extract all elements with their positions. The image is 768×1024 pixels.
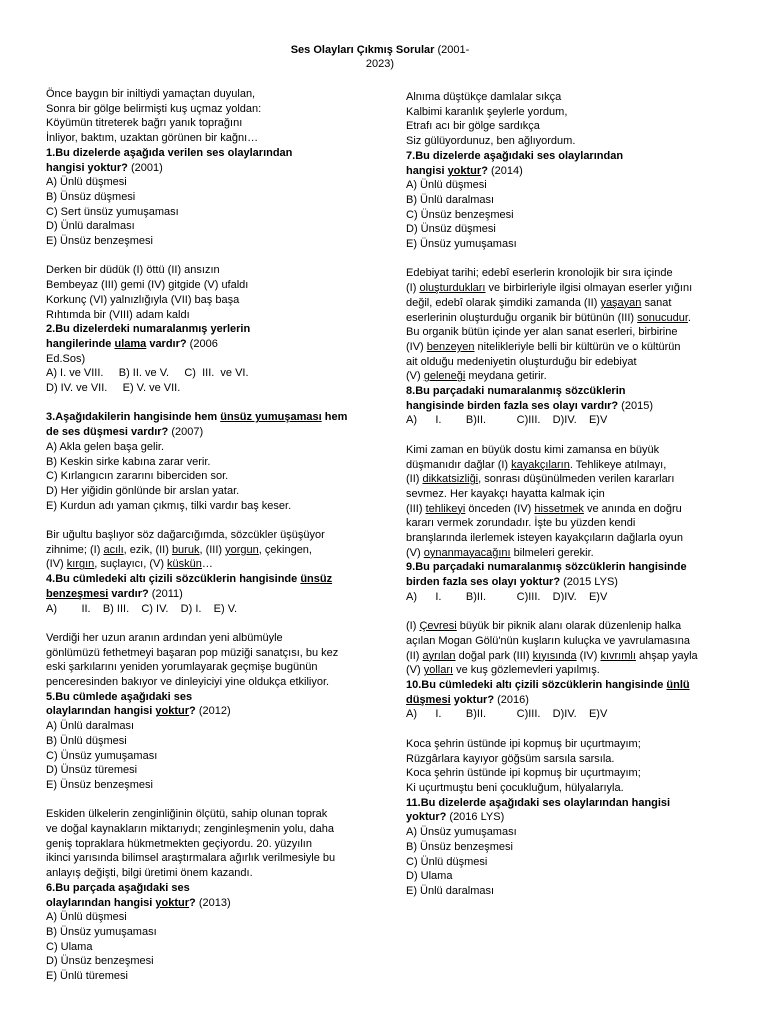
question-number: 2. <box>46 323 56 336</box>
stem-text: olaylarından hangisi <box>46 896 156 909</box>
question-year: (2015 LYS) <box>560 576 618 589</box>
question-stem <box>406 575 730 590</box>
passage-line: kararı vermek zorundadır. İşte bu yüzden kendi <box>406 517 636 530</box>
options-row[interactable]: A) I. B)II. C)III. D)IV. E)V <box>406 708 608 721</box>
underlined-word: buruk <box>171 543 200 556</box>
question-stem <box>46 896 366 911</box>
question-stem <box>46 587 366 602</box>
question-11 <box>406 737 730 899</box>
question-year: (2012) <box>195 705 231 718</box>
question-stem <box>46 161 366 176</box>
underlined-term: yoktur <box>447 164 482 177</box>
option-c[interactable]: C) Sert ünsüz yumuşaması <box>46 205 179 218</box>
option-a[interactable]: A) Ünlü düşmesi <box>406 179 487 192</box>
question-stem <box>46 704 366 719</box>
question-3 <box>46 410 366 513</box>
option-c[interactable]: C) Ünlü düşmesi <box>406 855 488 868</box>
option-e[interactable]: E) Ünsüz benzeşmesi <box>46 778 153 791</box>
question-10 <box>406 619 730 722</box>
passage-line: Koca şehrin üstünde ipi kopmuş bir uçurtmayım; <box>406 737 641 750</box>
question-9 <box>406 443 730 605</box>
question-number: 10. <box>406 679 422 692</box>
stem-text: hangisi yoktur? <box>46 161 128 174</box>
option-c[interactable]: C) Ünsüz benzeşmesi <box>406 208 514 221</box>
option-c[interactable]: C) Ulama <box>46 940 93 953</box>
passage-line: Eskiden ülkelerin zenginliğinin ölçütü, sahip olunan toprak <box>46 808 328 821</box>
underlined-word: kayakçıların <box>511 458 570 471</box>
question-stem <box>46 410 366 425</box>
passage-line: eski şarkılarını yeniden yorumlayarak geçmişe bugünün <box>46 661 318 674</box>
passage-line: (IV) benzeyen nitelikleriyle belli bir kültürün ve o kültürün <box>406 340 681 353</box>
option-a[interactable]: A) Ünlü düşmesi <box>46 911 127 924</box>
stem-text: ? <box>481 164 488 177</box>
question-year: (2006 <box>186 337 218 350</box>
underlined-word: oluşturdukları <box>419 282 486 295</box>
passage-line: (V) yolları ve kuş gözlemevleri yapılmış. <box>406 664 600 677</box>
passage-line: Derken bir düdük (I) öttü (II) ansızın <box>46 264 220 277</box>
option-b[interactable]: B) Keskin sirke kabına zarar verir. <box>46 455 211 468</box>
question-year: (2001) <box>127 161 163 174</box>
passage-line: ikinci yarısında bilimsel araştırmalara ağırlık verilmesiyle bu <box>46 852 336 865</box>
passage-line: Rıhtımda bir (VIII) adam kaldı <box>46 308 190 321</box>
passage-line: (I) Çevresi büyük bir piknik alanı olarak düzenlenip halka <box>406 620 682 633</box>
passage-line: Önce baygın bir iniltiydi yamaçtan duyulan, <box>46 88 256 100</box>
passage-line: Koca şehrin üstünde ipi kopmuş bir uçurtmayım; <box>406 767 641 780</box>
question-number: 3. <box>46 411 56 424</box>
passage-line: İnliyor, baktım, uzaktan görünen bir kağnı… <box>46 132 259 145</box>
passage-line: ve doğal kaynakların miktarıydı; zenginleşmenin yolu, daha <box>46 823 334 836</box>
passage-line: (V) oynanmayacağını bilmeleri gerekir. <box>406 546 594 559</box>
stem-text: hem <box>321 411 348 424</box>
options-row[interactable]: A) II. B) III. C) IV. D) I. E) V. <box>46 602 238 615</box>
question-stem <box>46 337 366 352</box>
passage-line: gönlümüzü fethetmeyi başaran pop müziği sanatçısı, bu kez <box>46 646 339 659</box>
question-stem <box>46 425 366 440</box>
question-year: (2007) <box>168 426 204 439</box>
title-rest-2: 2023) <box>365 58 395 70</box>
option-b[interactable]: B) Ünsüz düşmesi <box>46 190 136 203</box>
passage-line: Verdiği her uzun aranın ardından yeni albümüyle <box>46 631 283 644</box>
options-row[interactable]: A) I. ve VIII. B) II. ve V. C) III. ve VI. <box>46 367 249 380</box>
stem-text: yoktur? <box>406 811 447 824</box>
left-column <box>46 87 366 984</box>
stem-text: Aşağıdakilerin hangisinde hem <box>55 411 221 424</box>
question-year: (2016 LYS) <box>446 811 505 824</box>
stem-text: Bu parçadaki numaralanmış sözcüklerin hangisinde <box>415 561 687 574</box>
passage-line: Rüzgârlara kayıyor göğsüm sarsıla sarsıla. <box>406 752 615 765</box>
option-a[interactable]: A) Ünsüz yumuşaması <box>406 826 517 839</box>
passage-line: değil, edebî olarak şimdiki zamanda (II) yaşayan sanat <box>406 296 672 309</box>
passage-line: (I) oluşturdukları ve birbirleriyle ilgisi olmayan eserler yığını <box>406 282 693 295</box>
underlined-word: hissetmek <box>534 502 584 515</box>
stem-text: de ses düşmesi vardır? <box>46 426 169 439</box>
passage-line: Edebiyat tarihi; edebî eserlerin kronolojik bir sıra içinde <box>406 267 673 280</box>
underlined-word: kıvrımlı <box>600 649 636 662</box>
question-number: 4. <box>46 573 56 586</box>
underlined-word: küskün <box>167 558 202 571</box>
underlined-term: yoktur <box>155 896 190 909</box>
passage-line: düşmanıdır dağlar (I) kayakçıların. Tehlikeye atılmayı, <box>406 458 667 471</box>
option-b[interactable]: B) Ünsüz yumuşaması <box>46 926 157 938</box>
option-c[interactable]: C) Kırlangıcın zararını biberciden sor. <box>46 470 229 483</box>
underlined-term: ünsüz <box>300 573 333 586</box>
underlined-word: ayrılan <box>422 649 456 662</box>
question-year: (2014) <box>487 164 523 177</box>
question-2 <box>46 263 366 395</box>
option-a[interactable]: A) Akla gelen başa gelir. <box>46 440 165 453</box>
underlined-word: yaşayan <box>600 296 642 309</box>
question-stem <box>406 810 730 825</box>
passage-line: branşlarında ilerlemek isteyen kayakçıların dağlarla oyun <box>406 532 683 545</box>
question-stem <box>46 690 366 705</box>
passage-line: zihnime; (I) acılı, ezik, (II) buruk, (III) yorgun, çekingen, <box>46 543 312 556</box>
question-number: 7. <box>406 149 416 162</box>
stem-text: hangisi <box>406 164 448 177</box>
question-stem <box>406 384 730 399</box>
passage-line: (IV) kırgın, suçlayıcı, (V) küskün… <box>46 558 213 571</box>
underlined-word: sonucudur <box>637 311 688 324</box>
passage-line: açılan Mogan Gölü'nün kuşların kuluçka ve yavrulamasına <box>406 634 690 647</box>
question-number: 1. <box>46 146 56 159</box>
options-row[interactable]: A) I. B)II. C)III. D)IV. E)V <box>406 590 608 603</box>
question-1 <box>46 87 366 249</box>
stem-text: ? <box>189 896 196 909</box>
stem-text: Bu parçadaki numaralanmış sözcüklerin <box>415 385 626 398</box>
option-e[interactable]: E) Ünsüz yumuşaması <box>406 238 517 251</box>
question-number: 9. <box>406 561 416 574</box>
question-stem <box>46 146 366 161</box>
stem-text: Bu cümledeki altı çizili sözcüklerin hangisinde <box>55 573 301 586</box>
underlined-word: kıyısında <box>532 649 577 662</box>
option-b[interactable]: B) Ünlü daralması <box>406 193 495 206</box>
passage-line: ait olduğu medeniyetin oluşturduğu bir edebiyat <box>406 355 637 368</box>
question-number: 6. <box>46 881 56 894</box>
passage-line: geniş topraklara hükmetmekten geçiyordu. 20. yüzyılın <box>46 837 312 850</box>
question-stem <box>406 678 730 693</box>
underlined-word: tehlikeyi <box>425 502 466 515</box>
question-number: 11. <box>406 796 421 809</box>
question-year: (2013) <box>195 896 231 909</box>
option-c[interactable]: C) Ünsüz yumuşaması <box>46 749 158 762</box>
stem-text: olaylarından hangisi <box>46 705 156 718</box>
option-e[interactable]: E) Kurdun adı yaman çıkmış, tilki vardır baş keser. <box>46 499 292 512</box>
title-bold: Ses Olayları Çıkmış Sorular <box>290 44 435 56</box>
underlined-term: benzeşmesi <box>46 587 109 600</box>
stem-text: vardır? <box>146 337 187 350</box>
question-year: (2015) <box>618 399 653 412</box>
option-d[interactable]: D) Her yiğidin gönlünde bir arslan yatar. <box>46 484 240 497</box>
underlined-word: acılı <box>103 543 124 556</box>
option-d[interactable]: D) Ünsüz türemesi <box>46 764 138 777</box>
stem-text: Bu parçada aşağıdaki ses <box>55 881 190 894</box>
option-b[interactable]: B) Ünlü düşmesi <box>46 734 127 747</box>
underlined-word: dikkatsizliği <box>422 473 479 486</box>
stem-text: birden fazla ses olayı yoktur? <box>406 576 561 589</box>
question-stem <box>46 881 366 896</box>
passage-line: (V) geleneği meydana getirir. <box>406 370 547 383</box>
passage-line: Etrafı acı bir gölge sardıkça <box>406 120 540 133</box>
question-stem <box>406 399 730 414</box>
passage-line: sevmez. Her kayakçı hayatta kalmak için <box>406 487 605 500</box>
stem-text: ? <box>189 705 196 718</box>
stem-text: Bu dizelerde aşağıdaki ses olaylarından hangisi <box>420 796 671 809</box>
option-b[interactable]: B) Ünsüz benzeşmesi <box>406 840 513 853</box>
underlined-word: kırgın <box>66 558 95 571</box>
stem-text: Bu cümledeki altı çizili sözcüklerin hangisinde <box>421 679 667 692</box>
question-5 <box>46 631 366 793</box>
question-7 <box>406 90 730 252</box>
option-d[interactable]: D) Ünsüz benzeşmesi <box>46 955 154 968</box>
stem-text: Bu dizelerde aşağıdaki ses olaylarından <box>415 149 624 162</box>
option-e[interactable]: E) Ünsüz benzeşmesi <box>46 235 153 248</box>
passage-line: eserlerinin oluşturduğu organik bir bütünün (III) sonucudur. <box>406 311 691 324</box>
underlined-term: ulama <box>114 337 147 350</box>
question-stem <box>406 693 730 708</box>
page-title <box>270 43 490 71</box>
passage-line: (II) dikkatsizliği, sonrası düşünülmeden verilen kararları <box>406 473 675 486</box>
stem-text: yoktur? <box>450 693 495 706</box>
option-d[interactable]: D) Ünlü daralması <box>46 220 135 233</box>
title-rest: (2001- <box>434 44 470 56</box>
passage-line: (III) tehlikeyi önceden (IV) hissetmek ve anında en doğru <box>406 502 682 515</box>
option-a[interactable]: A) Ünlü daralması <box>46 720 135 733</box>
underlined-term: yoktur <box>155 705 190 718</box>
underlined-term: ünsüz yumuşaması <box>220 411 322 424</box>
question-stem <box>406 164 730 179</box>
underlined-word: yorgun <box>225 543 259 556</box>
passage-line: Bembeyaz (III) gemi (IV) gitgide (V) ufaldı <box>46 279 249 292</box>
underlined-word: benzeyen <box>426 340 475 353</box>
question-4 <box>46 528 366 616</box>
question-8 <box>406 266 730 428</box>
passage-line: Kalbimi karanlık şeylerle yordum, <box>406 105 568 118</box>
passage-line: Bu organik bütün içinde yer alan sanat eserleri, birbirine <box>406 326 678 339</box>
question-stem <box>406 149 730 164</box>
passage-line: Köyümün titreterek bağrı yanık toprağını <box>46 117 243 130</box>
underlined-term: ünlü <box>666 679 690 692</box>
passage-line: Alnıma düştükçe damlalar sıkça <box>406 91 562 103</box>
question-year: (2016) <box>494 693 529 706</box>
stem-text: hangisinde birden fazla ses olayı vardır? <box>406 399 619 412</box>
option-d[interactable]: D) Ulama <box>406 870 453 883</box>
question-stem <box>406 560 730 575</box>
options-row[interactable]: A) I. B)II. C)III. D)IV. E)V <box>406 414 608 427</box>
question-stem <box>46 322 366 337</box>
option-e[interactable]: E) Ünlü türemesi <box>46 970 128 983</box>
stem-text: Bu cümlede aşağıdaki ses <box>55 690 193 703</box>
passage-line: Kimi zaman en büyük dostu kimi zamansa en büyük <box>406 443 660 456</box>
underlined-word: oynanmayacağını <box>423 546 511 559</box>
option-e[interactable]: E) Ünlü daralması <box>406 884 495 897</box>
option-d[interactable]: D) Ünsüz düşmesi <box>406 223 496 236</box>
underlined-word: Çevresi <box>419 620 457 633</box>
stem-text: hangilerinde <box>46 337 115 350</box>
passage-line: Korkunç (VI) yalnızlığıyla (VII) baş başa <box>46 293 240 306</box>
question-stem <box>46 572 366 587</box>
question-number: 8. <box>406 385 416 398</box>
stem-text: vardır? <box>108 587 149 600</box>
stem-text: Bu dizelerde aşağıda verilen ses olaylarından <box>55 146 293 159</box>
underlined-word: yolları <box>423 664 454 677</box>
question-stem <box>406 796 730 811</box>
passage-line: penceresinden bakıyor ve dinleyiciyi yine oldukça etkiliyor. <box>46 676 330 689</box>
underlined-term: düşmesi <box>406 693 451 706</box>
question-year: (2011) <box>148 587 183 600</box>
passage-line: anlayış değişti, bilgi üretimi önem kazandı. <box>46 867 253 880</box>
passage-line: Siz gülüyordunuz, ben ağlıyordum. <box>406 135 576 148</box>
option-a[interactable]: A) Ünlü düşmesi <box>46 176 127 189</box>
right-column <box>406 90 730 899</box>
underlined-word: geleneği <box>423 370 466 383</box>
question-year-cont: Ed.Sos) <box>46 352 86 365</box>
options-row[interactable]: D) IV. ve VII. E) V. ve VII. <box>46 382 181 395</box>
question-number: 5. <box>46 690 56 703</box>
passage-line: Bir uğultu başlıyor söz dağarcığımda, sözcükler üşüşüyor <box>46 529 325 542</box>
question-6 <box>46 807 366 983</box>
stem-text: Bu dizelerdeki numaralanmış yerlerin <box>55 323 251 336</box>
passage-line: (II) ayrılan doğal park (III) kıyısında (IV) kıvrımlı ahşap yayla <box>406 649 698 662</box>
passage-line: Ki uçurtmuştu beni çocukluğum, hülyalarıyla. <box>406 781 624 794</box>
passage-line: Sonra bir gölge belirmişti kuş uçmaz yoldan: <box>46 102 262 115</box>
